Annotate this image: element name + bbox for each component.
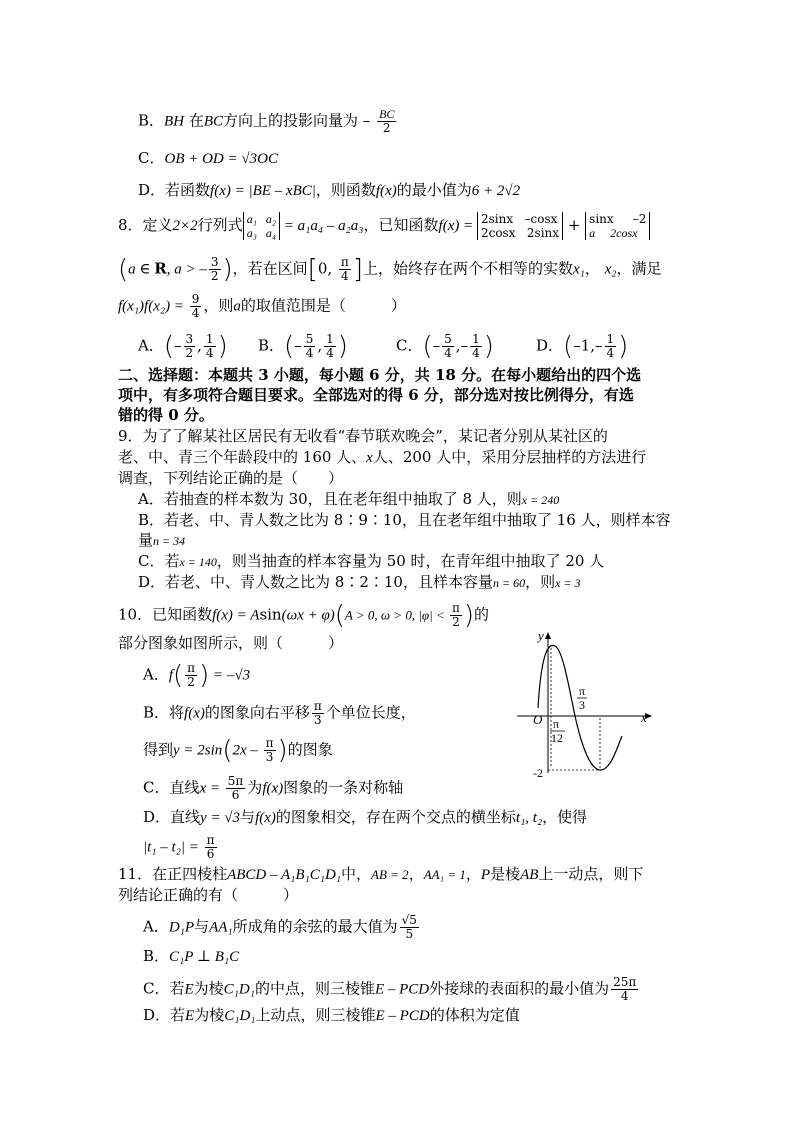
- section2-heading-line3: 错的得 0 分。: [118, 406, 214, 424]
- q9-option-a: A．若抽查的样本数为 30，且在老年组中抽取了 8 人，则x = 240: [138, 490, 560, 508]
- q10-option-d-line1: D．直线y = √3与f(x)的图象相交，存在两个交点的横坐标t₁, t₂，使得: [143, 808, 588, 826]
- y-axis-arrow-icon: [545, 632, 551, 639]
- q9-line1: 9．为了了解某社区居民有无收看“春节联欢晚会”，某记者分别从某社区的: [118, 427, 608, 445]
- tick-pi3-num: π: [579, 684, 586, 698]
- tick-pi3-den: 3: [579, 698, 585, 712]
- q8-option-a: A．(– $\frac{3}{2}$ , $\frac{1}{4}$ ): [138, 331, 228, 362]
- origin-label: O: [533, 712, 543, 727]
- q11-option-c: C．若E为棱C₁D₁的中点，则三棱锥E – PCD外接球的表面积的最小值为 $\frac{25\pi}{4}$: [143, 975, 637, 1003]
- q10-option-b-line1: B．将f(x)的图象向右平移 $\frac{\pi}{3}$ 个单位长度，: [143, 699, 416, 727]
- q8-line3: f(x₁)f(x₂) = $\frac{9}{4}$ ，则a的取值范围是（ ）: [118, 292, 406, 320]
- q8-option-b: B．(– $\frac{5}{4}$ , $\frac{1}{4}$ ): [258, 331, 348, 362]
- q7-option-c: C．OB + OD = √3OC: [138, 149, 278, 167]
- q11-option-b: B．C₁P ⊥ B₁C: [143, 947, 240, 965]
- q9-option-d: D．若老、中、青人数之比为 8∶2∶10，且样本容量n = 60，则x = 3: [138, 573, 581, 591]
- determinant-definition: a₁ a₂ a₃ a₄: [243, 212, 280, 240]
- q8-option-d: D．(–1,– $\frac{1}{4}$ ): [536, 331, 629, 362]
- fraction: $\frac{BC}{2}$: [379, 107, 395, 135]
- q10-line1: 10．已知函数f(x) = Asin(ωx + φ)(A > 0, ω > 0, |φ| < $\frac{\pi}{2}$ )的: [118, 600, 490, 631]
- y-axis-label: y: [538, 628, 544, 643]
- q10-option-b-line2: 得到y = 2sin(2x – $\frac{\pi}{3}$ )的图象: [143, 735, 333, 766]
- q9-line2: 老、中、青三个年龄段中的 160 人、x人、200 人中，采用分层抽样的方法进行: [118, 448, 647, 466]
- sine-graph: [505, 628, 655, 778]
- q9-option-b-line1: B．若老、中、青人数之比为 8∶9∶10，且在老年组中抽取了 16 人，则样本容: [138, 511, 671, 529]
- min-value-label: -2: [533, 766, 543, 778]
- q11-line1: 11．在正四棱柱ABCD – A₁B₁C₁D₁中，AB = 2，AA₁ = 1，P是棱AB上一动点，则下: [118, 865, 644, 883]
- determinant-2: sinx –2 a 2cosx: [585, 212, 650, 240]
- section2-heading-line2: 项中，有多项符合题目要求。全部选对的得 6 分，部分选对按比例得分，有选: [118, 386, 634, 404]
- q7-option-b: B．BH 在BC方向上的投影向量为 – $\frac{BC}{2}$: [138, 107, 395, 135]
- q10-option-a: A．f( $\frac{\pi}{2}$ ) = –√3: [143, 660, 251, 691]
- q9-option-b-line2: 量n = 34: [138, 531, 186, 549]
- q8-line1: 8．定义2×2行列式 a₁ a₂ a₃ a₄ = a₁a₄ – a₂a₃，已知函数f(x) = 2sinx –cosx 2cosx 2sinx + sinx –2 a 2cosx: [118, 212, 650, 240]
- q8-option-c: C．(– $\frac{5}{4}$ ,– $\frac{1}{4}$ ): [396, 331, 494, 362]
- tick-pi12-num: π: [553, 717, 560, 731]
- q7-option-d: D．若函数f(x) = |BE – xBC|，则函数f(x)的最小值为6 + 2√2: [138, 181, 521, 199]
- q11-option-d: D．若E为棱C₁D₁上动点，则三棱锥E – PCD的体积为定值: [143, 1006, 520, 1024]
- x-axis-label: x: [641, 710, 647, 725]
- q10-line2: 部分图象如图所示，则（ ）: [118, 634, 344, 652]
- q11-line2: 列结论正确的有（ ）: [118, 886, 299, 904]
- q10-option-c: C．直线x = $\frac{5\pi}{6}$ 为f(x)图象的一条对称轴: [143, 774, 404, 802]
- q9-line3: 调查，下列结论正确的是（ ）: [118, 469, 344, 487]
- q8-line2: (a ∈ R, a > – $\frac{3}{2}$ )，若在区间[0, $\frac{\pi}{4}$ ]上，始终存在两个不相等的实数x₁， x₂，满足: [118, 254, 662, 285]
- section2-heading-line1: 二、选择题：本题共 3 小题，每小题 6 分，共 18 分。在每小题给出的四个选: [118, 366, 642, 384]
- q11-option-a: A．D₁P与AA₁所成角的余弦的最大值为 $\frac{√5}{5}$: [143, 913, 417, 941]
- tick-pi12-den: 12: [551, 731, 563, 745]
- q9-option-c: C．若x = 140，则当抽查的样本容量为 50 时，在青年组中抽取了 20 人: [138, 552, 605, 570]
- q10-option-d-line2: |t₁ – t₂| = $\frac{\pi}{6}$: [143, 833, 215, 861]
- determinant-1: 2sinx –cosx 2cosx 2sinx: [477, 212, 563, 240]
